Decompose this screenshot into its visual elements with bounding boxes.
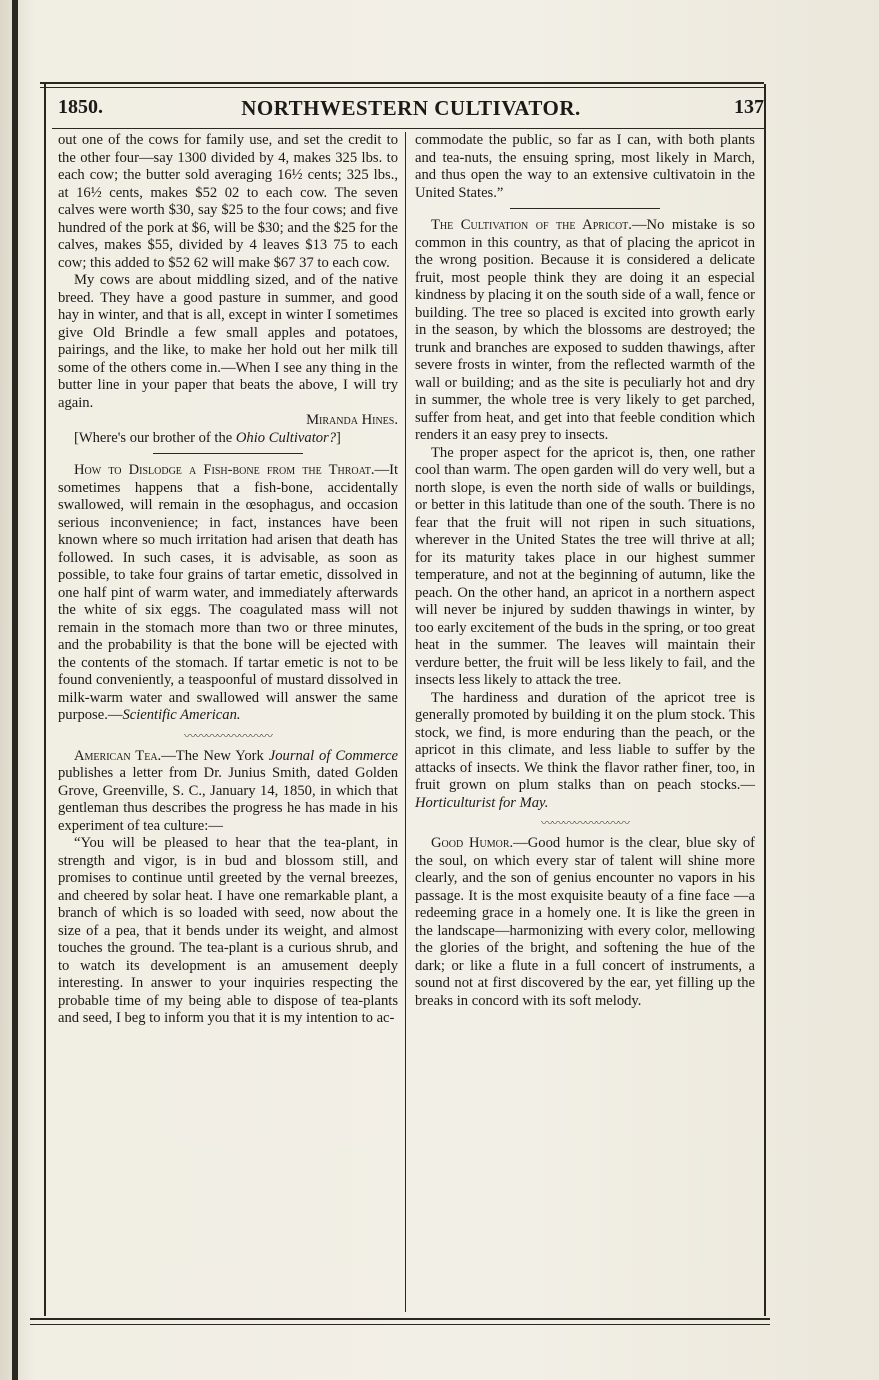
apricot-heading: The Cultivation of the Apricot. <box>431 217 632 233</box>
left-column <box>58 132 398 1028</box>
book-spine-edge <box>12 0 18 1380</box>
editor-note-title: Ohio Cultivator? <box>235 429 337 446</box>
humor-body: —Good humor is the clear, blue sky of the soul, on which every star of talent will shine more clearly, and the son of genius encounter no vapors in his passage. It is the most exquisite beauty of a fine face —a redeeming grace in a homely one. It is like the green in the landscape—harmonizing with every color, mellowing the glories of the bright, and softening the hue of the dark; or like a flute in a full concert of instruments, a sound not at first discovered by the ear, yet filling up the breaks in concord with its soft melody. <box>415 835 755 1009</box>
apricot-paragraph-3-text: The hardiness and duration of the apricot tree is generally promoted by building it on the plum stock. This stock, we find, is more enduring than the peach, or the apricot in this climate, and less liable to suffer by the attacks of insects. We think the flavor rather finer, too, in fruit grown on plum stalks than on peach stocks.— <box>415 689 755 793</box>
tea-intro-1: —The New York <box>161 747 269 764</box>
tea-quote-continued: commodate the public, so far as I can, with both plants and tea-nuts, the ensuing spring, most likely in March, and thus open the way to an extensive cultivatoin in the United States.” <box>415 132 755 201</box>
page-number: 137 <box>734 96 764 118</box>
editor-note-suffix: ] <box>336 429 341 446</box>
wavy-separator: 〰〰〰〰〰〰〰〰 <box>183 728 272 743</box>
fishbone-heading: How to Dislodge a Fish-bone from the Throat. <box>74 462 375 478</box>
dairy-letter-continued: out one of the cows for family use, and set the credit to the other four—say 1300 divided by 4, makes 325 lbs. to each cow; the butter sold averaging 16½ cents; 325 lbs., at 16½ cents, makes $52 02 to each cow. The seven calves were worth $30, say $25 to the four cows; and five hundred of the pork at $6, will be $30; and the $25 for the calves, makes $55, divided by 4 leaves $13 75 to each cow; this added to $52 62 will make $67 37 to each cow. <box>58 132 398 271</box>
letter-signature: Miranda Hines. <box>306 412 398 428</box>
section-rule <box>510 208 660 209</box>
humor-heading: Good Humor. <box>431 835 514 851</box>
right-column <box>415 132 755 1010</box>
tea-article <box>58 748 398 836</box>
apricot-paragraph-2: The proper aspect for the apricot is, then, one rather cool than warm. The open garden will do very well, but a north slope, is even the north side of walls or buildings, or better in this latitude than one of the south. There is no fear that the fruit will not ripen in such situations, wherever in the United States the tree will thrive at all; for its maturity takes place in our highest summer temperature, and not at the beginning of autumn, like the peach. On the other hand, an apricot in a northern aspect will never be injured by sudden thawings in winter, by too early excitement of the buds in the spring, or too great heat in the summer. The leaves will maintain their verdure better, the fruit will be less likely to fail, and the insects less likely to attack the tree. <box>415 444 755 688</box>
page-border-left <box>44 84 46 1316</box>
page-border-top <box>40 82 764 84</box>
fishbone-source: Scientific American. <box>122 707 241 723</box>
section-rule <box>153 453 303 454</box>
page-border-right <box>764 84 766 1316</box>
tea-intro-2: publishes a letter from Dr. Junius Smith, dated Golden Grove, Greenville, S. C., January 14, 1850, in which that gentleman thus describes the progress he has made in his experiment of tea culture:— <box>58 765 398 834</box>
dairy-letter-paragraph: My cows are about middling sized, and of the native breed. They have a good pasture in summer, and good hay in winter, and that is all, except in winter I sometimes give Old Brindle a few small apples and potatoes, pairings, and the like, to make her hold out her milk till some of the others come in.—When I see any thing in the butter line in your paper that beats the above, I will try again. <box>58 272 398 411</box>
editor-note <box>58 430 398 448</box>
header-year: 1850. <box>58 96 103 118</box>
page-border-bottom <box>30 1318 770 1320</box>
page-border-top-inner <box>40 87 764 88</box>
tea-quote: “You will be pleased to hear that the tea-plant, in strength and vigor, is in bud and blossom still, and promises to continue until greeted by the vernal breezes, and cheered by solar heat. I have one remarkable plant, a branch of which is so loaded with seed, now about the size of a pea, that it bends under its weight, and almost touches the ground. The tea-plant is a curious shrub, and to watch its development is an amusement deeply interesting. In answer to your inquiries respecting the probable time of my being able to dispose of tea-plants and seed, I beg to inform you that it is my intention to ac- <box>58 835 398 1026</box>
fishbone-article <box>58 462 398 725</box>
editor-note-prefix: [Where's our brother of the <box>74 429 236 446</box>
page-border-bottom-inner <box>30 1324 770 1325</box>
publication-title: NORTHWESTERN CULTIVATOR. <box>241 96 581 120</box>
apricot-article <box>415 217 755 445</box>
apricot-source: Horticulturist for May. <box>415 794 549 811</box>
apricot-paragraph-3 <box>415 690 755 813</box>
apricot-paragraph-1: —No mistake is so common in this country, as that of placing the apricot in the wrong position. Because it is considered a delicate fruit, most people think they are doing it an especial kindness by placing it on the south side of a wall, fence or building. The tree so placed is excited into growth early in the season, by which the blossoms are destroyed; the trunk and branches are exposed to sudden thawings, after severe frosts in winter, from the reflected warmth of the wall or building; and as the site is peculiarly hot and dry in summer, the whole tree is very likely to get parched, suffer from heat, and get into that feeble condition which renders it an easy prey to insects. <box>415 217 755 443</box>
wavy-separator: 〰〰〰〰〰〰〰〰 <box>540 816 629 830</box>
column-divider <box>405 132 406 1312</box>
tea-heading: American Tea. <box>74 747 162 764</box>
running-header <box>58 96 764 122</box>
tea-journal-name: Journal of Commerce <box>268 747 398 764</box>
fishbone-body: —It sometimes happens that a fish-bone, accidentally swallowed, will remain in the œsophagus, and occasion serious inconvenience; in fact, instances have been known where so much irritation had arisen that death has followed. In such cases, it is advisable, as soon as possible, to take four grains of tartar emetic, dissolved in one half pint of warm water, and immediately afterwards the white of six eggs. The coagulated mass will not remain in the stomach more than two or three minutes, and the probability is that the bone will be ejected with the contents of the stomach. If tartar emetic is not to be found conveniently, a teaspoonful of mustard dissolved in milk-warm water and swallowed will answer the same purpose.— <box>58 462 398 723</box>
header-rule <box>52 128 764 129</box>
humor-article <box>415 835 755 1010</box>
